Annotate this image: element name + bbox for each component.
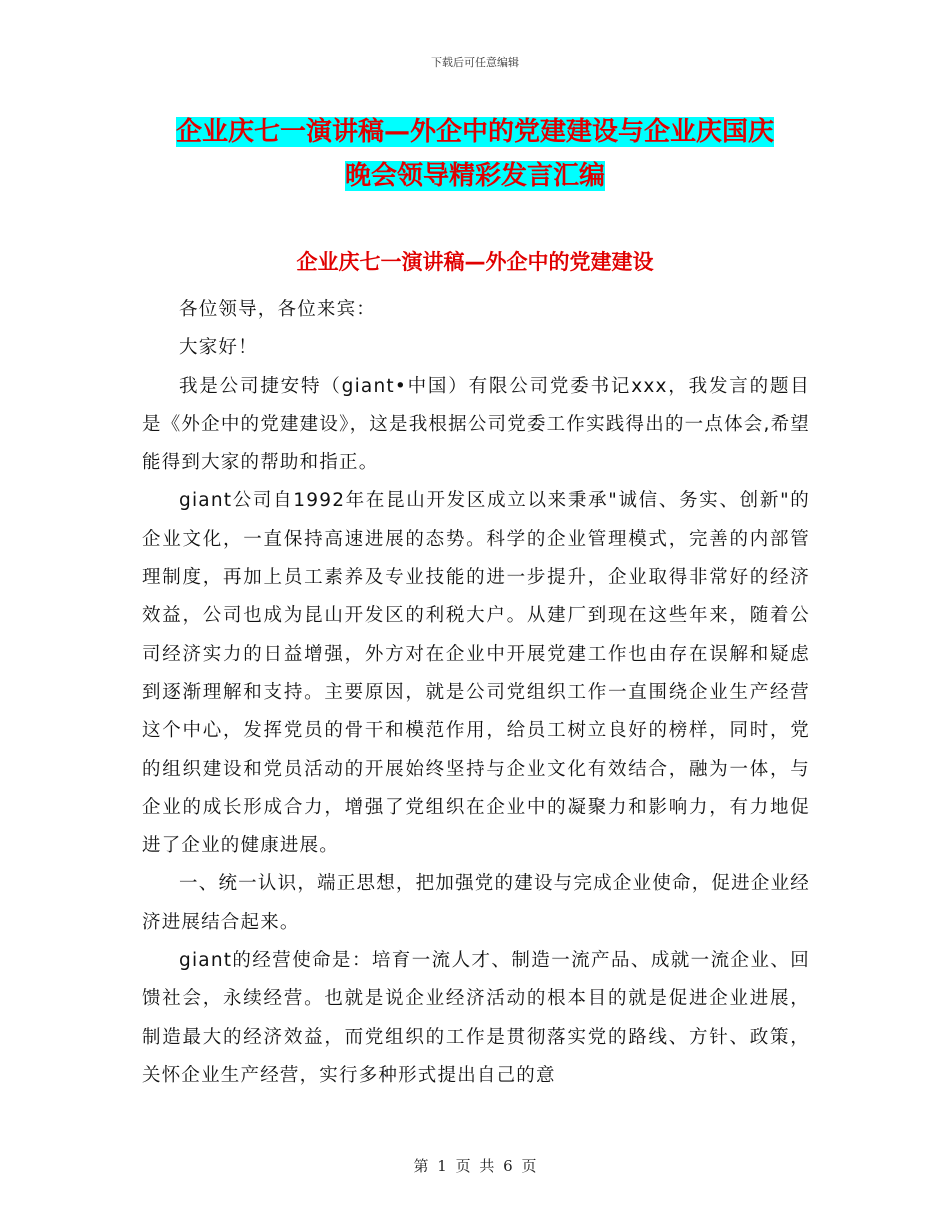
paragraph-introduction: 我是公司捷安特（giant•中国）有限公司党委书记xxx，我发言的题目是《外企中的党建建设》，这是我根据公司党委工作实践得出的一点体会,希望能得到大家的帮助和指正。 — [142, 375, 810, 474]
document-title-line-1: 企业庆七一演讲稿—外企中的党建建设与企业庆国庆 — [175, 117, 774, 147]
paragraph-company-history: giant公司自1992年在昆山开发区成立以来秉承"诚信、务实、创新"的企业文化，一直保持高速进展的态势。科学的企业管理模式，完善的内部管理制度，再加上员工素养及专业技能的进一步提升，企业取得非常好的经济效益，公司也成为昆山开发区的利税大户。从建厂到现在这些年来，随着公司经济实力的日益增强，外方对在企业中开展党建工作也由存在误解和疑虑到逐渐理解和支持。主要原因，就是公司党组织工作一直围绕企业生产经营这个中心，发挥党员的骨干和模范作用，给员工树立良好的榜样，同时，党的组织建设和党员活动的开展始终坚持与企业文化有效结合，融为一体，与企业的成长形成合力，增强了党组织在企业中的凝聚力和影响力，有力地促进了企业的健康进展。 — [142, 490, 810, 857]
page-header-note: 下载后可任意编辑 — [431, 56, 519, 69]
paragraph-greeting: 各位领导，各位来宾： — [179, 299, 377, 320]
paragraph-point-one: 一、统一认识，端正思想，把加强党的建设与完成企业使命，促进企业经济进展结合起来。 — [142, 873, 810, 933]
paragraph-mission: giant的经营使命是：培育一流人才、制造一流产品、成就一流企业、回馈社会，永续经营。也就是说企业经济活动的根本目的就是促进企业进展，制造最大的经济效益，而党组织的工作是贯彻落实党的路线、方针、政策，关怀企业生产经营，实行多种形式提出自己的意 — [142, 950, 810, 1086]
document-title-line-2: 晚会领导精彩发言汇编 — [344, 161, 605, 191]
section-title: 企业庆七一演讲稿—外企中的党建建设 — [296, 250, 654, 274]
page-number-footer: 第 1 页 共 6 页 — [413, 1157, 537, 1175]
paragraph-hello: 大家好！ — [179, 337, 258, 359]
document-body — [142, 291, 810, 1095]
document-title — [140, 110, 810, 198]
